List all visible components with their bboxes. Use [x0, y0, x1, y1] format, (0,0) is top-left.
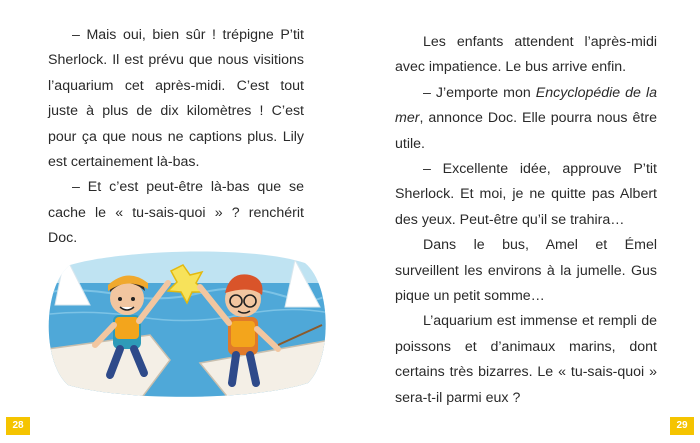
paragraph: L’aquarium est immense et rempli de poissons et d’animaux marins, dont certains très bizarres. Le « tu-sais-quoi » sera-t-il parmi eux ?	[395, 313, 657, 406]
paragraph: Dans le bus, Amel et Émel surveillent les environs à la jumelle. Gus pique un petit somme…	[395, 237, 657, 305]
dialogue-text: – J’emporte mon	[423, 84, 536, 101]
left-text-block	[48, 23, 304, 252]
right-text-block	[395, 30, 657, 411]
book-title: Encyclopédie de la mer	[395, 84, 657, 127]
paragraph	[395, 81, 657, 157]
dialogue-text: , annonce Doc. Elle pourra nous être utile.	[395, 110, 657, 152]
paragraph: – Et c’est peut-être là-bas que se cache le « tu-sais-quoi » ? renchérit Doc.	[48, 179, 304, 247]
paragraph: Les enfants attendent l’après-midi avec impatience. Le bus arrive enfin.	[395, 34, 657, 76]
page-number: 29	[670, 417, 694, 435]
right-page	[350, 0, 700, 443]
illustration-boys-high-five	[40, 245, 330, 400]
paragraph: – Excellente idée, approuve P’tit Sherlock. Et moi, je ne quitte pas Albert des yeux. Peut-être qu’il se trahira…	[395, 161, 657, 228]
page-number: 28	[6, 417, 30, 435]
paragraph: – Mais oui, bien sûr ! trépigne P’tit Sherlock. Il est prévu que nous visitions l’aquarium cet après-midi. C’est tout juste à plus de dix kilomètres ! C’est pour ça que nous ne captions plus. Lily est certainement là-bas.	[48, 27, 304, 171]
